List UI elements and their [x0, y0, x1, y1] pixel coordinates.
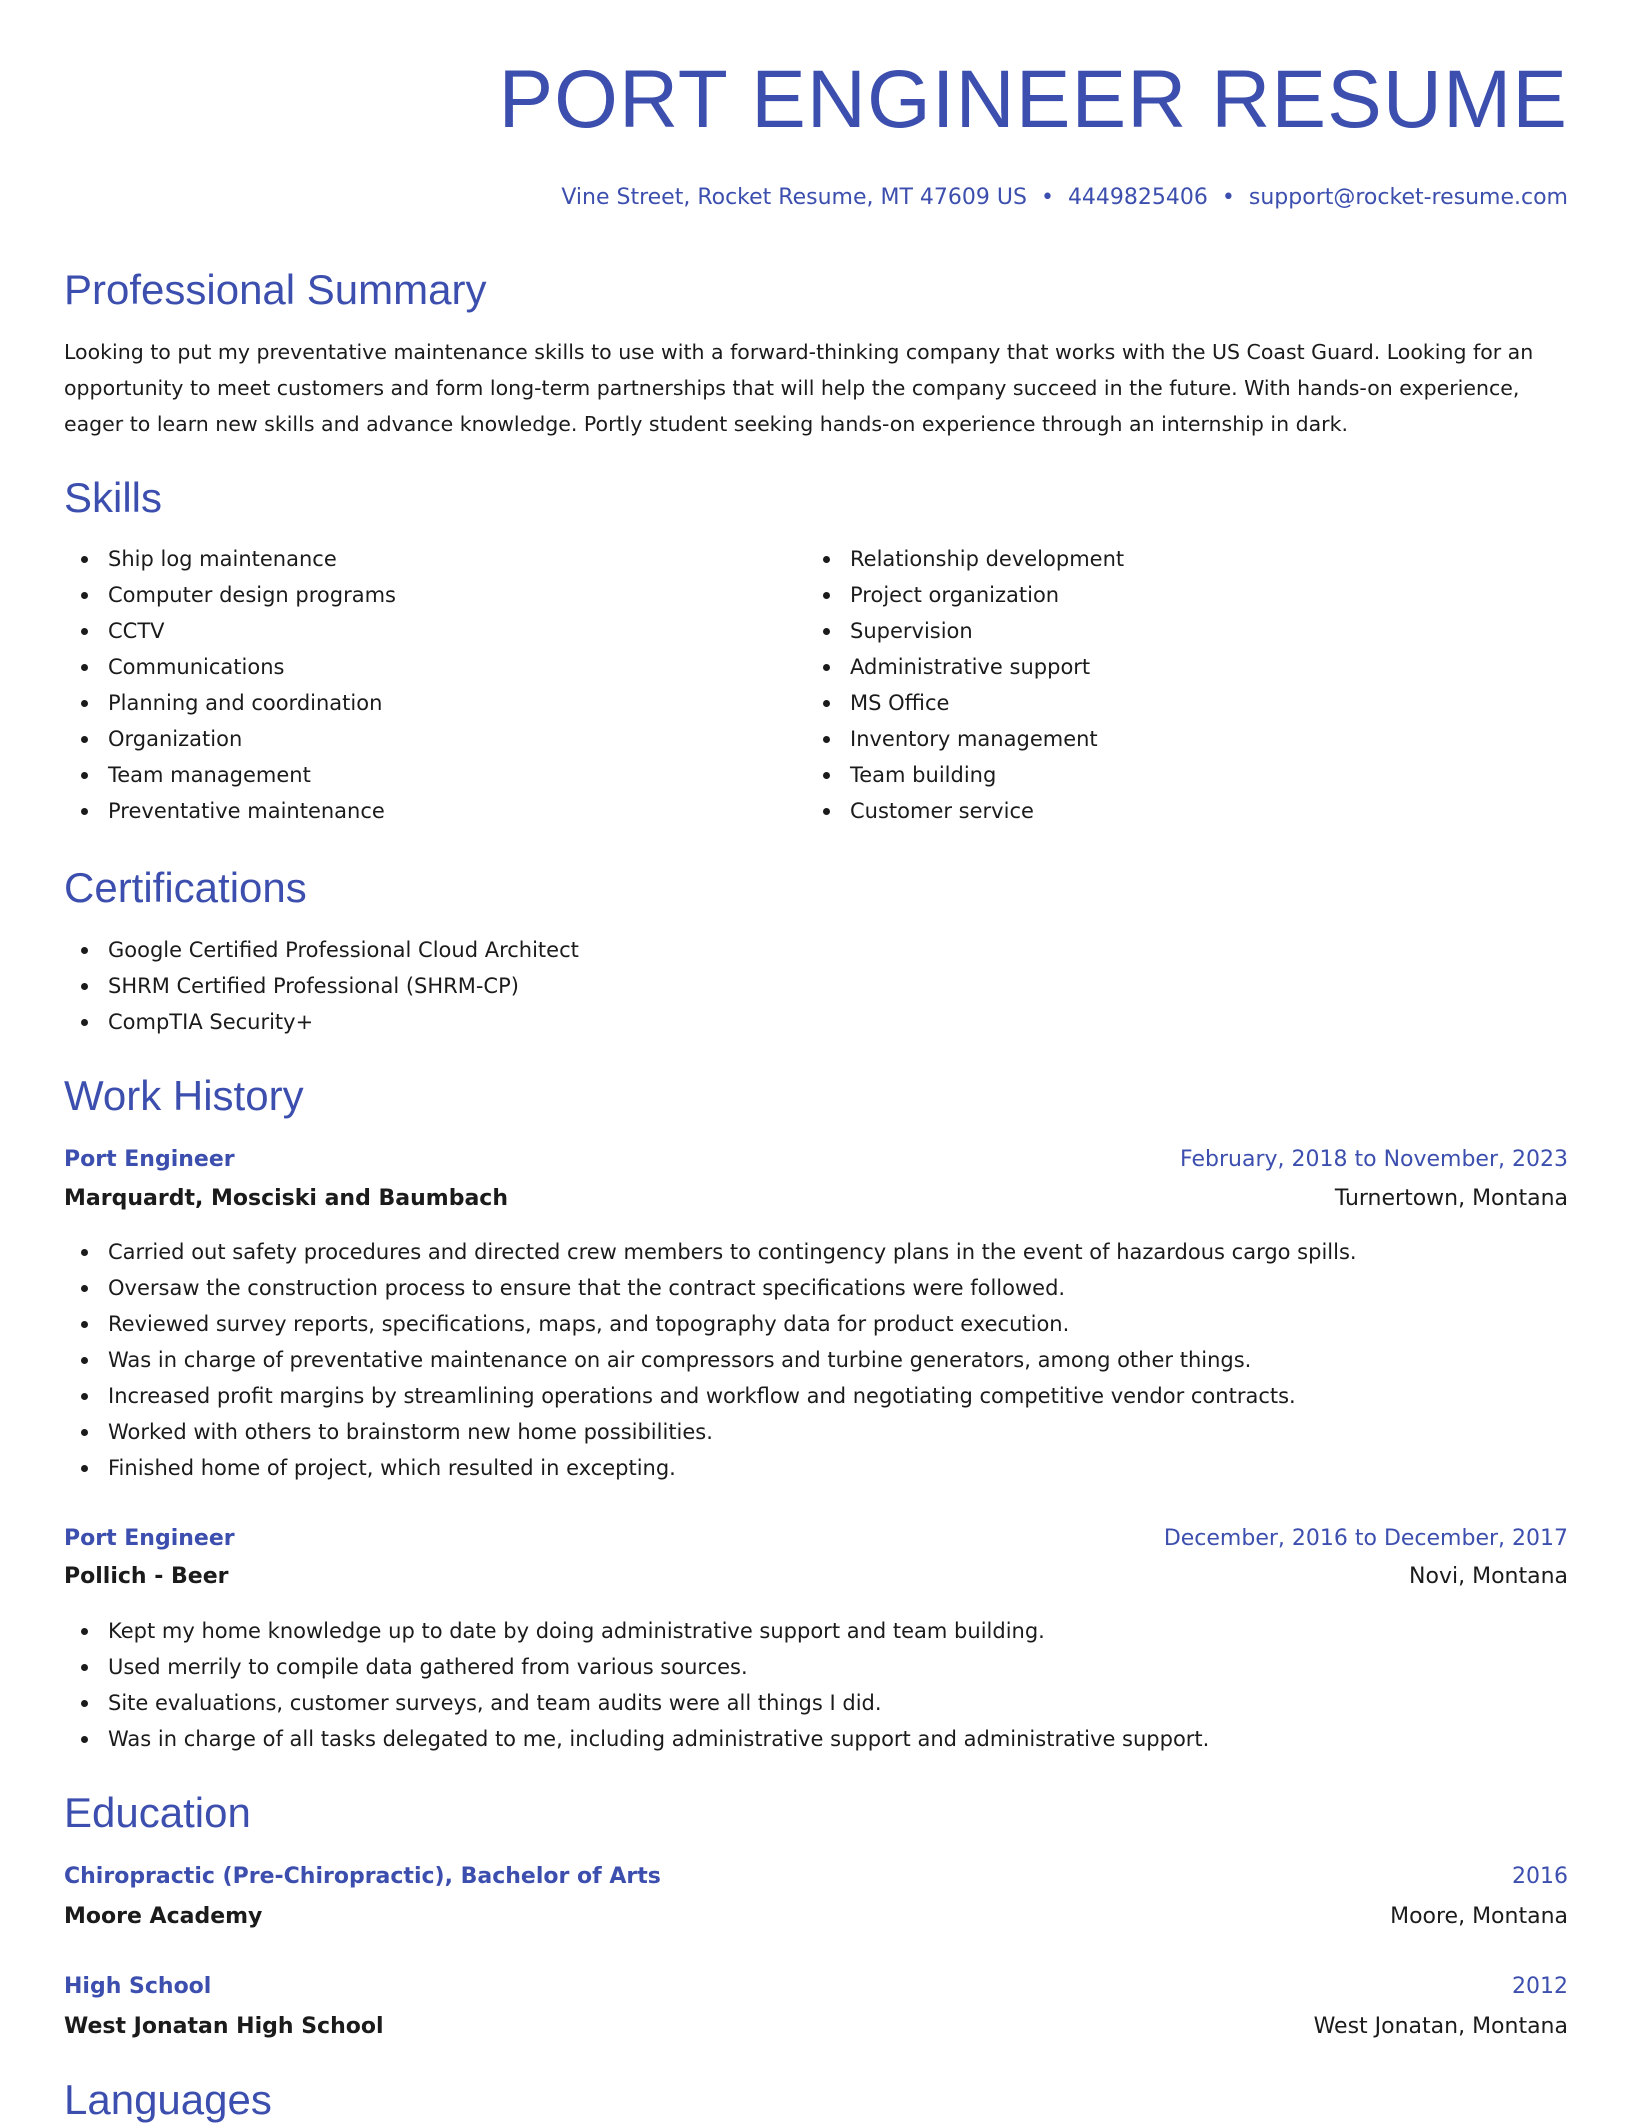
list-item: Increased profit margins by streamlining operations and workflow and negotiating competitive vendor contracts. — [64, 1378, 1357, 1414]
contact-phone: 4449825406 — [1067, 185, 1208, 210]
job-company-row — [64, 1179, 1568, 1219]
list-item: Kept my home knowledge up to date by doing administrative support and team building. — [64, 1613, 1209, 1649]
list-item: Relationship development — [806, 541, 1124, 577]
education-title-row — [64, 1857, 1568, 1897]
job-title-row — [64, 1140, 1568, 1180]
list-item: Carried out safety procedures and directed crew members to contingency plans in the event of hazardous cargo spills. — [64, 1234, 1357, 1270]
list-item: Computer design programs — [64, 577, 396, 613]
education-location: West Jonatan, Montana — [1313, 2014, 1568, 2039]
contact-address: Vine Street, Rocket Resume, MT 47609 US — [561, 185, 1027, 210]
job-company: Pollich - Beer — [64, 1564, 229, 1589]
list-item: MS Office — [806, 685, 1124, 721]
list-item: SHRM Certified Professional (SHRM-CP) — [64, 968, 579, 1004]
list-item: Team management — [64, 757, 396, 793]
job-role: Port Engineer — [64, 1526, 235, 1551]
section-title-skills: Skills — [64, 474, 163, 521]
list-item: Finished home of project, which resulted in excepting. — [64, 1450, 1357, 1486]
education-degree: High School — [64, 1974, 212, 1999]
list-item: Used merrily to compile data gathered from various sources. — [64, 1649, 1209, 1685]
list-item: Was in charge of all tasks delegated to me, including administrative support and administrative support. — [64, 1721, 1209, 1757]
list-item: Reviewed survey reports, specifications, maps, and topography data for product execution. — [64, 1306, 1357, 1342]
list-item: CompTIA Security+ — [64, 1004, 579, 1040]
list-item: CCTV — [64, 613, 396, 649]
job-company: Marquardt, Mosciski and Baumbach — [64, 1186, 508, 1211]
list-item: Ship log maintenance — [64, 541, 396, 577]
education-degree: Chiropractic (Pre-Chiropractic), Bachelor of Arts — [64, 1864, 661, 1889]
separator-dot: • — [1040, 185, 1054, 210]
skills-list-right — [806, 541, 1124, 829]
education-school-row — [64, 1897, 1568, 1937]
summary-text: Looking to put my preventative maintenance skills to use with a forward-thinking company that works with the US Coast Guard. Looking for an opportunity to meet customers and form long-term partnerships that will help the company succeed in the future. With hands-on experience, eager to learn new skills and advance knowledge. Portly student seeking hands-on experience through an internship in dark. — [64, 340, 1534, 436]
list-item: Was in charge of preventative maintenance on air compressors and turbine generators, among other things. — [64, 1342, 1357, 1378]
list-item: Customer service — [806, 793, 1124, 829]
list-item: Team building — [806, 757, 1124, 793]
resume-title: PORT ENGINEER RESUME — [498, 54, 1568, 145]
education-year: 2016 — [1512, 1864, 1568, 1889]
list-item: Worked with others to brainstorm new home possibilities. — [64, 1414, 1357, 1450]
list-item: Google Certified Professional Cloud Architect — [64, 932, 579, 968]
section-title-work-history: Work History — [64, 1072, 304, 1119]
contact-line — [561, 178, 1568, 218]
list-item: Communications — [64, 649, 396, 685]
job-dates: December, 2016 to December, 2017 — [1163, 1526, 1568, 1551]
education-school: West Jonatan High School — [64, 2014, 384, 2039]
section-title-languages: Languages — [64, 2076, 272, 2123]
education-school: Moore Academy — [64, 1904, 263, 1929]
list-item: Project organization — [806, 577, 1124, 613]
list-item: Organization — [64, 721, 396, 757]
contact-email[interactable]: support@rocket-resume.com — [1248, 185, 1568, 210]
skills-list-left — [64, 541, 396, 829]
education-school-row — [64, 2007, 1568, 2047]
job-location: Turnertown, Montana — [1334, 1186, 1568, 1211]
list-item: Oversaw the construction process to ensure that the contract specifications were followed. — [64, 1270, 1357, 1306]
list-item: Inventory management — [806, 721, 1124, 757]
job-bullets — [64, 1234, 1357, 1486]
section-title-summary: Professional Summary — [64, 266, 487, 313]
job-role: Port Engineer — [64, 1147, 235, 1172]
education-year: 2012 — [1512, 1974, 1568, 1999]
section-title-certifications: Certifications — [64, 864, 307, 911]
list-item: Administrative support — [806, 649, 1124, 685]
list-item: Preventative maintenance — [64, 793, 396, 829]
job-title-row — [64, 1519, 1568, 1559]
education-title-row — [64, 1967, 1568, 2007]
separator-dot: • — [1221, 185, 1235, 210]
section-title-education: Education — [64, 1789, 251, 1836]
list-item: Site evaluations, customer surveys, and team audits were all things I did. — [64, 1685, 1209, 1721]
education-location: Moore, Montana — [1390, 1904, 1568, 1929]
job-company-row — [64, 1557, 1568, 1597]
certifications-list — [64, 932, 579, 1040]
job-bullets — [64, 1613, 1209, 1757]
list-item: Planning and coordination — [64, 685, 396, 721]
job-dates: February, 2018 to November, 2023 — [1180, 1147, 1568, 1172]
job-location: Novi, Montana — [1409, 1564, 1568, 1589]
list-item: Supervision — [806, 613, 1124, 649]
